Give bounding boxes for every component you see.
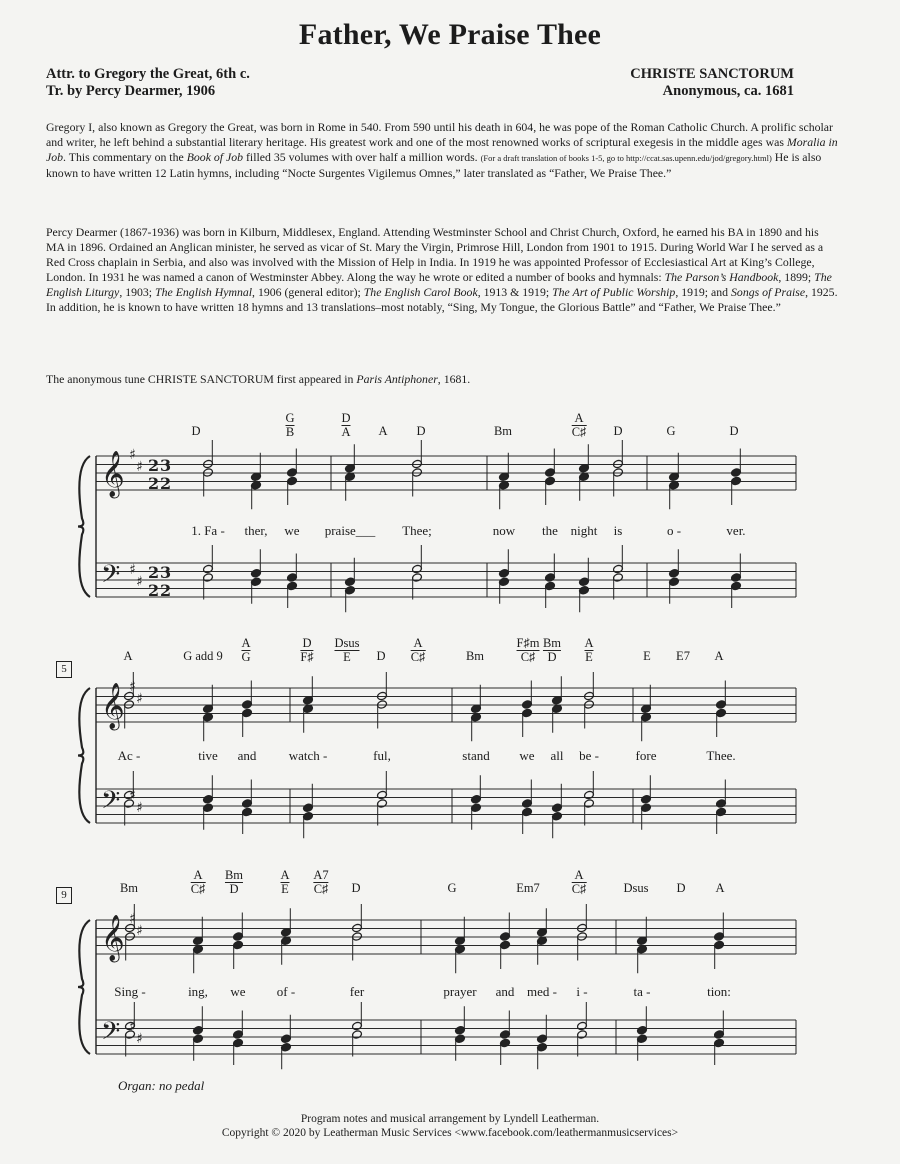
lyric-syllable: fore	[635, 748, 657, 763]
chord-symbol: D F♯	[300, 636, 314, 664]
lyric-syllable: night	[570, 523, 598, 538]
time-signature: 2	[148, 581, 160, 600]
chord-symbol: A7 C♯	[313, 868, 329, 896]
chord-symbol: D	[376, 649, 386, 663]
lyric-syllable: Sing -	[114, 984, 146, 999]
chord-symbol: Bm	[493, 424, 513, 438]
measure-number-9: 9	[56, 887, 72, 904]
chord-symbol: E7	[676, 649, 690, 663]
chord-symbol: Em7	[516, 881, 540, 895]
key-signature-sharp: ♯	[129, 447, 136, 463]
lyric-syllable: med -	[527, 984, 557, 999]
key-signature-sharp: ♯	[129, 679, 136, 695]
lyric-syllable: Thee.	[706, 748, 736, 763]
chord-symbol: D	[191, 424, 201, 438]
treble-clef: 𝄞	[101, 451, 125, 497]
chord-symbol: D A	[341, 411, 351, 439]
lyric-syllable: ther,	[244, 523, 268, 538]
lyric-syllable: i -	[576, 984, 588, 999]
lyric-syllable: and	[237, 748, 257, 763]
lyric-syllable: ing,	[188, 984, 208, 999]
lyric-syllable: of -	[276, 984, 296, 999]
chord-symbol: Dsus E	[334, 636, 360, 664]
lyric-syllable: and	[495, 984, 515, 999]
lyric-syllable: praise___	[324, 523, 376, 538]
chord-symbol: A	[123, 649, 133, 663]
lyric-syllable: we	[230, 984, 246, 999]
chord-symbol: A	[714, 649, 724, 663]
lyric-syllable: prayer	[443, 984, 477, 999]
lyric-syllable: we	[284, 523, 300, 538]
footer-credit: Program notes and musical arrangement by Lyndell Leatherman.	[300, 1113, 600, 1125]
chord-symbol: A E	[584, 636, 594, 664]
chord-symbol: D	[613, 424, 623, 438]
chord-symbol: Bm	[119, 881, 139, 895]
key-signature-sharp: ♯	[129, 562, 136, 578]
time-signature: 2	[160, 474, 172, 493]
time-signature: 2	[148, 563, 160, 582]
key-signature-sharp: ♯	[136, 574, 143, 590]
chord-symbol: G B	[285, 411, 295, 439]
lyric-syllable: is	[613, 523, 623, 538]
chord-symbol: Bm D	[542, 636, 562, 664]
lyric-syllable: 1. Fa -	[191, 523, 225, 538]
lyric-syllable: now	[492, 523, 516, 538]
notes-tune: The anonymous tune CHRISTE SANCTORUM first appeared in Paris Antiphoner, 1681.	[46, 372, 471, 386]
brace	[78, 456, 90, 597]
key-signature-sharp: ♯	[129, 1019, 136, 1035]
attribution: Attr. to Gregory the Great, 6th c.	[46, 66, 250, 82]
chord-symbol: E	[643, 649, 651, 663]
lyric-syllable: ver.	[726, 523, 746, 538]
chord-symbol: D	[729, 424, 739, 438]
chord-symbol: D	[676, 881, 686, 895]
time-signature: 2	[148, 474, 160, 493]
chord-symbol: A C♯	[410, 636, 426, 664]
key-signature-sharp: ♯	[136, 1031, 143, 1047]
notes-dearmer: Percy Dearmer (1867-1936) was born in Kilburn, Middlesex, England. Attending Westminster School and Christ Church, Oxford, he earned his BA in 1890 and his MA in 1896. Ordained an Anglican minister, he served as vicar of St. Mary the Virgin, Primrose Hill, London from 1901 to 1915. During World War I he served as a Red Cross chaplain in Serbia, and also was involved with the Mission of Help in India. In 1919 he was appointed Professor of Ecclesiastical Art at King’s College, London. In 1931 he was named a canon of Westminster Abbey. Along the way he wrote or edited a number of books and hymnals: The Parson’s Handbook, 1899; The English Liturgy, 1903; The English Hymnal, 1906 (general editor); The English Carol Book, 1913 & 1919; The Art of Public Worship, 1919; and Songs of Praise, 1925. In addition, he is known to have written 18 hymns and 13 translations–most notably, “Sing, My Tongue, the Glorious Battle” and “Father, We Praise Thee.”	[46, 225, 838, 314]
chord-symbol: Bm D	[224, 868, 244, 896]
lyric-syllable: ful,	[373, 748, 391, 763]
lyric-syllable: tion:	[707, 984, 731, 999]
key-signature-sharp: ♯	[129, 788, 136, 804]
key-signature-sharp: ♯	[136, 459, 143, 475]
lyric-syllable: be -	[579, 748, 599, 763]
chord-symbol: Dsus	[623, 881, 649, 895]
brace	[78, 920, 90, 1054]
chord-symbol: A G	[241, 636, 251, 664]
chord-symbol: D	[351, 881, 361, 895]
notes-gregory: Gregory I, also known as Gregory the Great, was born in Rome in 540. From 590 until his death in 604, he was pope of the Roman Catholic Church. A prolific scholar and writer, he left behind a substantial literary heritage. His greatest work and one of the most renowned works of scriptural exegesis in the middle ages was Moralia in Job. This commentary on the Book of Job filled 35 volumes with over half a million words. (For a draft translation of books 1-5, go to http://ccat.sas.upenn.edu/jod/gregory.html) He is also known to have written 12 Latin hymns, including “Nocte Surgentes Vigilemus Omnes,” later translated as “Father, We Praise Thee.”	[46, 120, 838, 180]
lyric-syllable: o -	[666, 523, 682, 538]
lyric-syllable: fer	[349, 984, 365, 999]
bass-clef: 𝄢	[101, 560, 121, 595]
treble-clef: 𝄞	[101, 915, 125, 961]
chord-symbol: G	[666, 424, 676, 438]
key-signature-sharp: ♯	[136, 800, 143, 816]
chord-symbol: G add 9	[183, 649, 223, 663]
key-signature-sharp: ♯	[136, 691, 143, 707]
lyric-syllable: ta -	[633, 984, 651, 999]
brace	[78, 688, 90, 823]
chord-symbol: A C♯	[571, 868, 587, 896]
lyric-syllable: stand	[462, 748, 490, 763]
treble-clef: 𝄞	[101, 683, 125, 729]
time-signature: 3	[160, 563, 172, 582]
time-signature: 2	[148, 456, 160, 475]
time-signature: 3	[160, 456, 172, 475]
chord-symbol: F♯m C♯	[516, 636, 540, 664]
organ-note: Organ: no pedal	[118, 1078, 205, 1093]
time-signature: 2	[160, 581, 172, 600]
lyric-syllable: we	[519, 748, 535, 763]
lyric-syllable: watch -	[288, 748, 328, 763]
tune-source: Anonymous, ca. 1681	[662, 83, 794, 99]
chord-symbol: Bm	[465, 649, 485, 663]
bass-clef: 𝄢	[101, 1017, 121, 1052]
key-signature-sharp: ♯	[136, 923, 143, 939]
footer-copyright: Copyright © 2020 by Leatherman Music Services <www.facebook.com/leathermanmusicservices>	[221, 1127, 679, 1139]
chord-symbol: D	[416, 424, 426, 438]
tune-name: CHRISTE SANCTORUM	[630, 66, 794, 82]
translator: Tr. by Percy Dearmer, 1906	[46, 83, 216, 99]
measure-number-5: 5	[56, 661, 72, 678]
chord-symbol: A C♯	[571, 411, 587, 439]
chord-symbol: G	[447, 881, 457, 895]
lyric-syllable: Thee;	[402, 523, 432, 538]
chord-symbol: A	[378, 424, 388, 438]
chord-symbol: A C♯	[190, 868, 206, 896]
lyric-syllable: all	[550, 748, 564, 763]
lyric-syllable: Ac -	[117, 748, 141, 763]
page-title: Father, We Praise Thee	[298, 18, 602, 51]
lyric-syllable: tive	[198, 748, 218, 763]
key-signature-sharp: ♯	[129, 911, 136, 927]
chord-symbol: A	[715, 881, 725, 895]
chord-symbol: A E	[280, 868, 290, 896]
bass-clef: 𝄢	[101, 786, 121, 821]
lyric-syllable: the	[542, 523, 558, 538]
